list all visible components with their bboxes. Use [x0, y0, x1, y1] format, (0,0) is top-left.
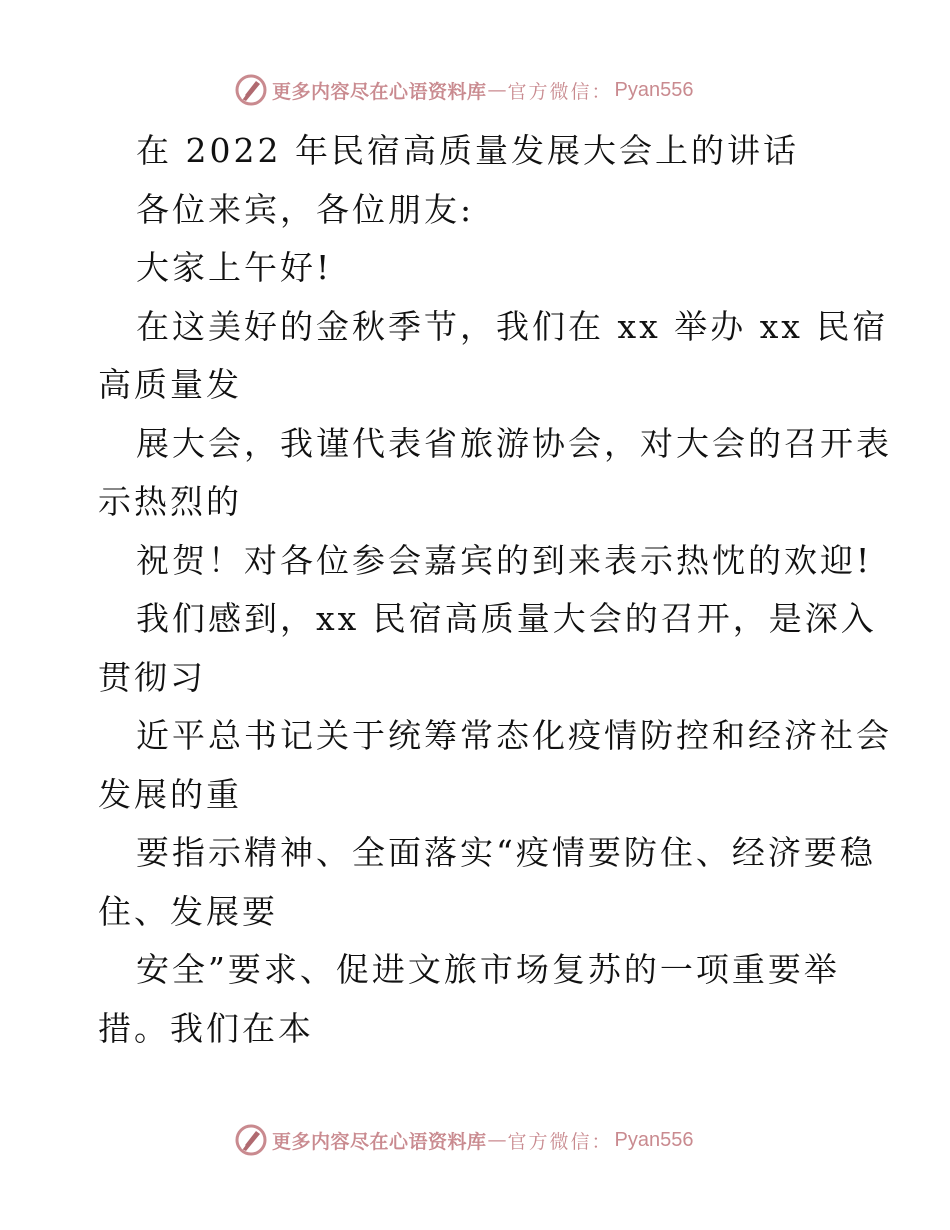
speech-body — [98, 122, 892, 1058]
header-watermark — [234, 70, 694, 110]
footer-watermark — [234, 1120, 694, 1160]
text-line: 示热烈的 — [98, 482, 242, 521]
quill-logo-icon — [234, 1123, 268, 1157]
text-line: 近平总书记关于统筹常态化疫情防控和经济社会 — [136, 716, 892, 755]
header-wechat-label: 官方微信： — [507, 80, 613, 103]
header-watermark-text: 更多内容尽在心语资料库 — [272, 80, 487, 103]
text-line: 各位来宾，各位朋友: — [136, 189, 475, 229]
text-line: 住、发展要 — [98, 891, 278, 931]
footer-wechat-label: 官方微信： — [507, 1130, 613, 1153]
text-line: 高质量发 — [98, 365, 242, 404]
text-line: 发展的重 — [98, 774, 242, 814]
quill-logo-icon — [234, 73, 268, 107]
footer-watermark-text: 更多内容尽在心语资料库 — [272, 1130, 487, 1153]
text-line: 祝贺！对各位参会嘉宾的到来表示热忱的欢迎! — [136, 540, 873, 580]
footer-wechat-id: Pyan556 — [614, 1128, 694, 1151]
text-line: 贯彻习 — [98, 657, 206, 697]
text-line: 展大会，我谨代表省旅游协会，对大会的召开表 — [136, 423, 892, 463]
text-line: 安全”要求、促进文旅市场复苏的一项重要举 — [136, 950, 840, 989]
text-line: 措。我们在本 — [98, 1008, 314, 1048]
text-line: 要指示精神、全面落实“疫情要防住、经济要稳 — [136, 833, 876, 872]
header-wechat-id: Pyan556 — [614, 78, 694, 101]
text-line: 在这美好的金秋季节，我们在 xx 举办 xx 民宿 — [136, 306, 889, 346]
footer-watermark-separator: — — [487, 1129, 507, 1151]
text-line: 在 2022 年民宿高质量发展大会上的讲话 — [136, 131, 799, 170]
header-watermark-separator: — — [487, 79, 507, 101]
text-line: 我们感到，xx 民宿高质量大会的召开，是深入 — [136, 599, 877, 638]
text-line: 大家上午好! — [136, 248, 333, 287]
